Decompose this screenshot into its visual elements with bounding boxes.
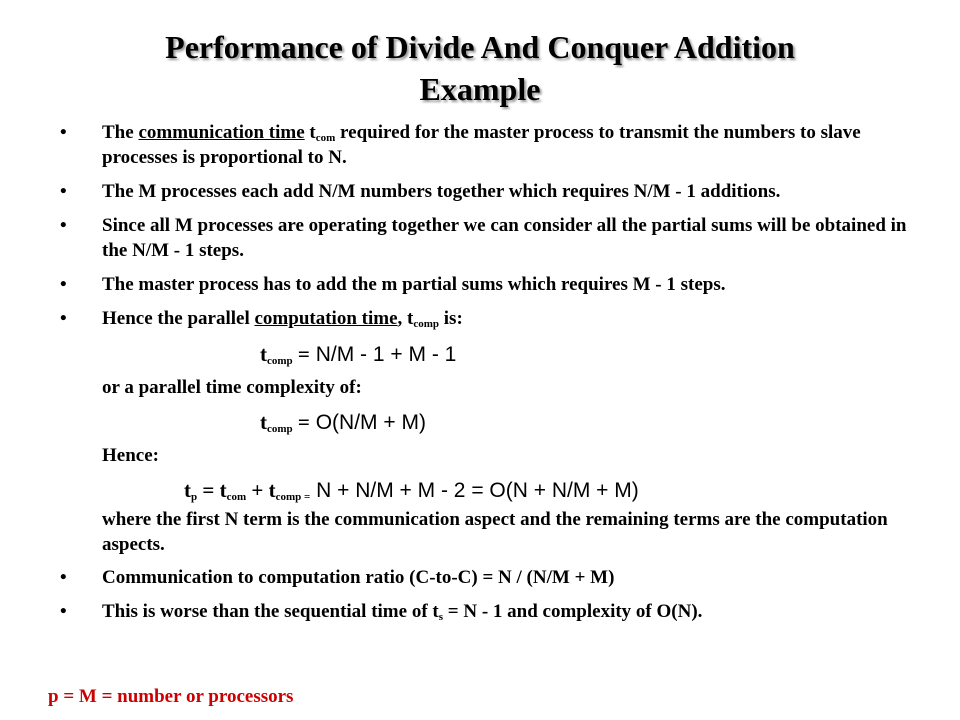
bullet-marker: • <box>60 215 67 236</box>
term-communication-time: communication time <box>138 122 305 143</box>
text-where-terms: where the first N term is the communication aspect and the remaining terms are the computation aspects. <box>102 509 888 555</box>
bullet-marker: • <box>60 181 67 202</box>
title-line-1: Performance of Divide And Conquer Addition <box>165 29 795 65</box>
term-computation-time: computation time <box>254 308 398 329</box>
bullet-marker: • <box>60 308 67 329</box>
bullet-communication-time: • The communication time $t_{com}$ required for the master process to transmit the numbers to slave processes is proportional to N. <box>60 122 861 168</box>
bullet-marker: • <box>60 601 67 622</box>
text-time-complexity: or a parallel time complexity of: <box>102 377 362 398</box>
text-hence: Hence: <box>102 445 159 466</box>
title-line-2: Example <box>419 71 541 107</box>
bullet-computation-time: • Hence the parallel computation time, $t_{comp}$ is: <box>60 308 463 330</box>
bullet-processes-add: • The M processes each add N/M numbers together which requires N/M - 1 additions. <box>60 181 781 202</box>
formula-tp-total: $t_p = t_{com} + t_{comp =}$ N + N/M + M - 2 = O(N + N/M + M) <box>184 478 639 503</box>
footnote-processors: p = M = number or processors <box>48 686 294 707</box>
bullet-marker: • <box>60 567 67 588</box>
bullet-master-adds: • The master process has to add the m partial sums which requires M - 1 steps. <box>60 274 726 295</box>
bullet-marker: • <box>60 122 67 143</box>
bullet-sequential-comparison: • This is worse than the sequential time of $t_s = N - 1$ and complexity of O(N). <box>60 601 703 623</box>
formula-tcomp-steps: $t_{comp} = N/M - 1 + M - 1$ <box>260 342 457 367</box>
slide-body <box>60 120 920 633</box>
bullet-c-to-c-ratio: • Communication to computation ratio (C-to-C) = N / (N/M + M) <box>60 567 615 588</box>
slide-title <box>0 26 960 110</box>
bullet-marker: • <box>60 274 67 295</box>
formula-tcomp-complexity: $t_{comp} = O(N/M + M)$ <box>260 410 426 435</box>
bullet-partial-sums: • Since all M processes are operating together we can consider all the partial sums will be obtained in the N/M - 1 steps. <box>60 215 907 261</box>
